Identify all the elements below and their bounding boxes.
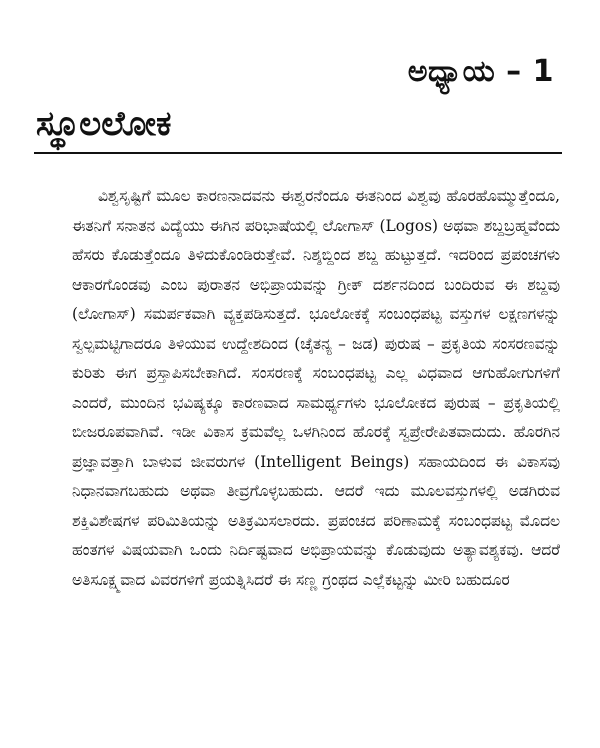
body-text [72,182,560,595]
paragraph: ವಿಶ್ವಸೃಷ್ಟಿಗೆ ಮೂಲ ಕಾರಣನಾದವನು ಈಶ್ವರನೆಂದೂ ಈತನಿಂದ ವಿಶ್ವವು ಹೊರಹೊಮ್ಮುತ್ತೆಂದೂ, ಈತನಿಗೆ ಸನಾತನ ವಿದ್ಯೆಯು ಈಗಿನ ಪರಿಭಾಷೆಯಲ್ಲಿ ಲೋಗಾಸ್ (Logos) ಅಥವಾ ಶಬ್ದಬ್ರಹ್ಮವೆಂದು ಹೆಸರು ಕೊಡುತ್ತೆಂದೂ ತಿಳಿದುಕೊಂಡಿರುತ್ತೇವೆ. ನಿಶ್ಶಬ್ದಿಂದ ಶಬ್ದ ಹುಟ್ಟುತ್ತದೆ. ಇದರಿಂದ ಪ್ರಪಂಚಗಳು ಆಕಾರಗೊಂಡವು ಎಂಬ ಪುರಾತನ ಅಭಿಪ್ರಾಯವನ್ನು ಗ್ರೀಕ್ ದರ್ಶನದಿಂದ ಬಂದಿರುವ ಈ ಶಬ್ದವು (ಲೋಗಾಸ್) ಸಮರ್ಪಕವಾಗಿ ವ್ಯಕ್ತಪಡಿಸುತ್ತದೆ. ಭೂಲೋಕಕ್ಕೆ ಸಂಬಂಧಪಟ್ಟ ವಸ್ತುಗಳ ಲಕ್ಷಣಗಳನ್ನು ಸ್ವಲ್ಪಮಟ್ಟಿಗಾದರೂ ತಿಳಿಯುವ ಉದ್ದೇಶದಿಂದ (ಚೈತನ್ಯ – ಜಡ) ಪುರುಷ – ಪ್ರಕೃತಿಯ ಸಂಸರಣವನ್ನು ಕುರಿತು ಈಗ ಪ್ರಸ್ತಾಪಿಸಬೇಕಾಗಿದೆ. ಸಂಸರಣಕ್ಕೆ ಸಂಬಂಧಪಟ್ಟ ಎಲ್ಲ ವಿಧವಾದ ಆಗುಹೋಗುಗಳಿಗೆ ಎಂದರೆ, ಮುಂದಿನ ಭವಿಷ್ಯಕ್ಕೂ ಕಾರಣವಾದ ಸಾಮರ್ಥ್ಯಗಳು ಭೂಲೋಕದ ಪುರುಷ – ಪ್ರಕೃತಿಯಲ್ಲಿ ಬೀಜರೂಪವಾಗಿವೆ. ಇಡೀ ವಿಕಾಸ ಕ್ರಮವೆಲ್ಲ ಒಳಗಿನಿಂದ ಹೊರಕ್ಕೆ ಸ್ವಪ್ರೇರೇಪಿತವಾದುದು. ಹೊರಗಿನ ಪ್ರಜ್ಞಾವತ್ತಾಗಿ ಬಾಳುವ ಜೀವರುಗಳ (Intelligent Beings) ಸಹಾಯದಿಂದ ಈ ವಿಕಾಸವು ನಿಧಾನವಾಗಬಹುದು ಅಥವಾ ತೀವ್ರಗೊಳ್ಳಬಹುದು. ಆದರೆ ಇದು ಮೂಲವಸ್ತುಗಳಲ್ಲಿ ಅಡಗಿರುವ ಶಕ್ತಿವಿಶೇಷಗಳ ಪರಿಮಿತಿಯನ್ನು ಅತಿಕ್ರಮಿಸಲಾರದು. ಪ್ರಪಂಚದ ಪರಿಣಾಮಕ್ಕೆ ಸಂಬಂಧಪಟ್ಟ ಮೊದಲ ಹಂತಗಳ ವಿಷಯವಾಗಿ ಒಂದು ನಿರ್ದಿಷ್ಟವಾದ ಅಭಿಪ್ರಾಯವನ್ನು ಕೊಡುವುದು ಅತ್ಯಾವಶ್ಯಕವು. ಆದರೆ ಅತಿಸೂಕ್ಷ್ಮವಾದ ವಿವರಗಳಿಗೆ ಪ್ರಯತ್ನಿಸಿದರೆ ಈ ಸಣ್ಣ ಗ್ರಂಥದ ಎಲ್ಲೆಕಟ್ಟನ್ನು ಮೀರಿ ಬಹುದೂರ [72,187,560,589]
title-divider [34,152,562,154]
chapter-heading: ಅಧ್ಯಾಯ – 1 [407,54,554,89]
page-title: ಸ್ಥೂಲಲೋಕ [36,104,172,144]
